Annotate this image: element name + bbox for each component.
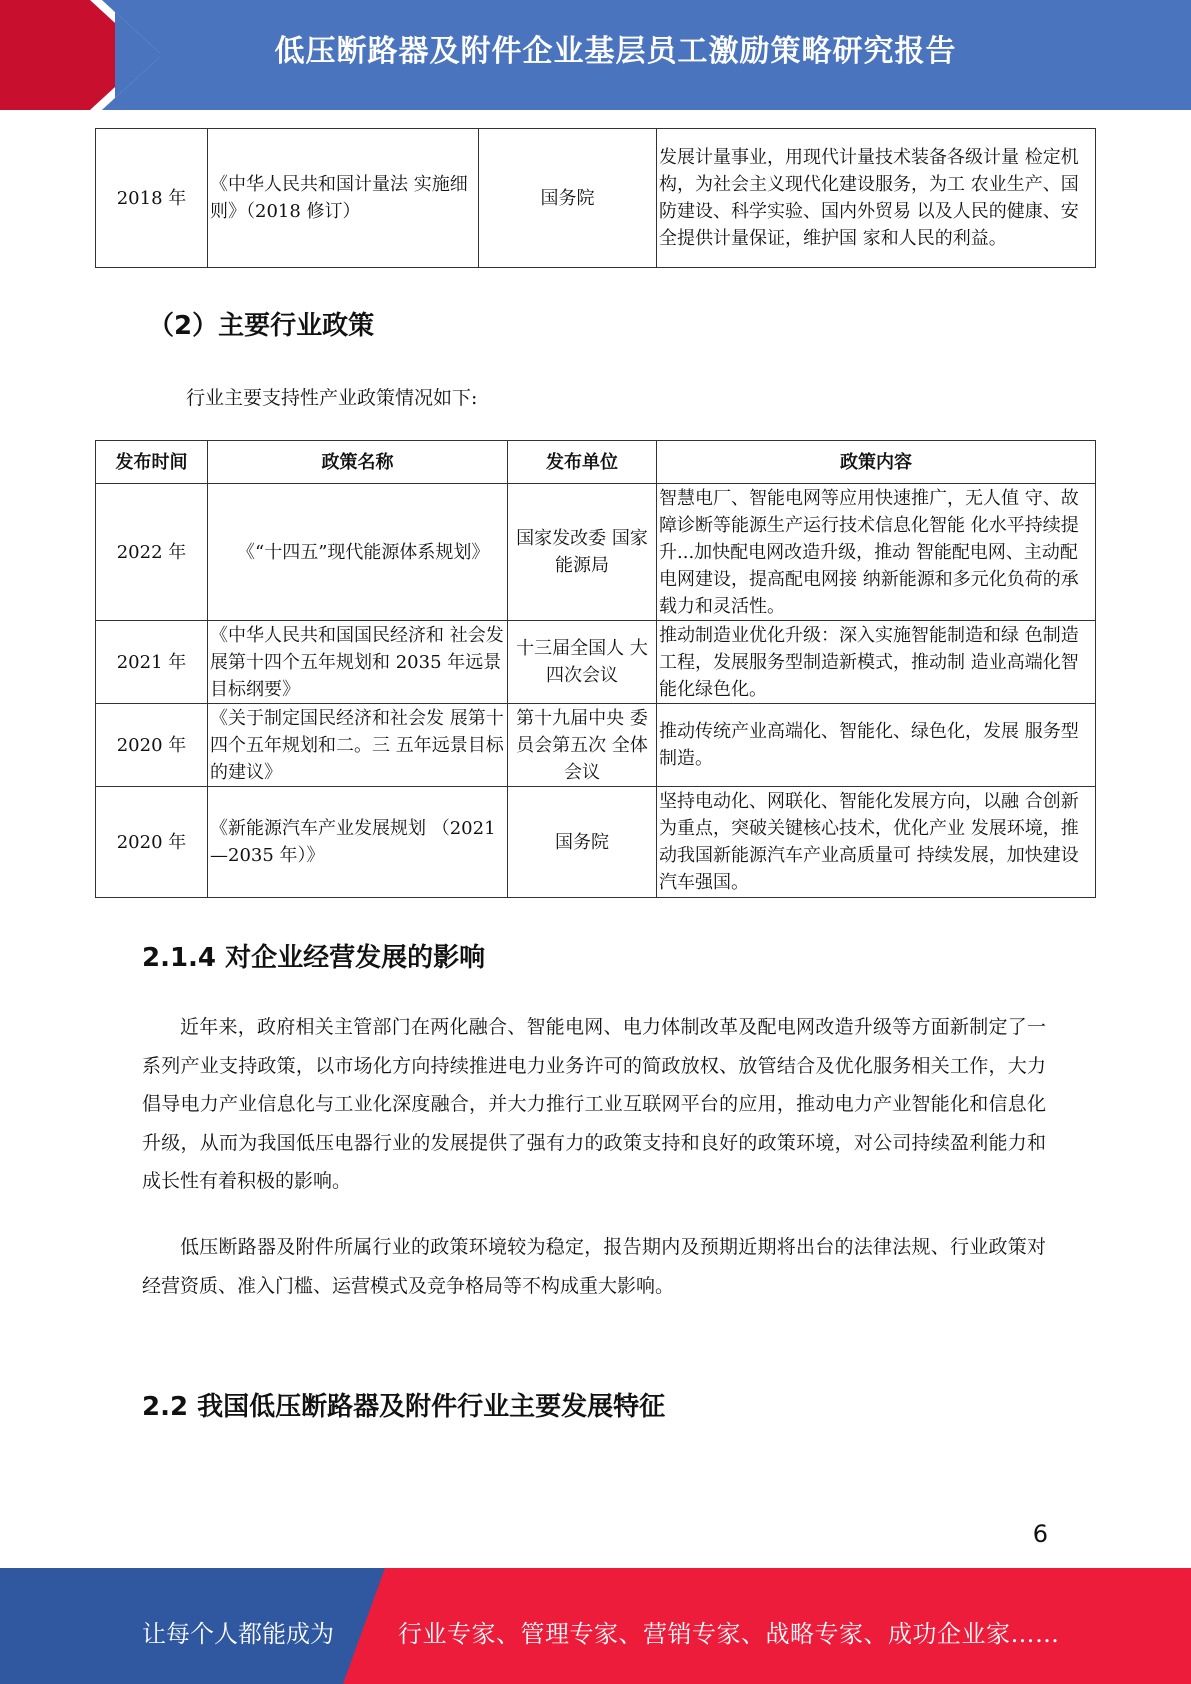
policy-name-cell: 《中华人民共和国国民经济和 社会发展第十四个五年规划和 2035 年远景目标纲要》 (208, 621, 508, 704)
issuer-cell: 十三届全国人 大四次会议 (508, 621, 657, 704)
column-header: 发布时间 (96, 441, 208, 484)
year-cell: 2020 年 (96, 787, 208, 898)
law-table (95, 128, 1096, 268)
table-row (96, 129, 1096, 268)
policy-table (95, 440, 1096, 898)
paragraph: 近年来，政府相关主管部门在两化融合、智能电网、电力体制改革及配电网改造升级等方面新制定了一系列产业支持政策，以市场化方向持续推进电力业务许可的简政放权、放管结合及优化服务相关工作，大力倡导电力产业信息化与工业化深度融合，并大力推行工业互联网平台的应用，推动电力产业智能化和信息化升级，从而为我国低压电器行业的发展提供了强有力的政策支持和良好的政策环境，对公司持续盈利能力和成长性有着积极的影响。 (142, 1016, 1046, 1192)
policy-name-cell: 《“十四五”现代能源体系规划》 (208, 484, 508, 621)
content-cell: 智慧电厂、智能电网等应用快速推广，无人值 守、故障诊断等能源生产运行技术信息化智能 化水平持续提升...加快配电网改造升级，推动 智能配电网、主动配电网建设，提高配电网接 纳新能源和多元化负荷的承载力和灵活性。 (657, 484, 1096, 621)
content-cell: 推动制造业优化升级：深入实施智能制造和绿 色制造工程，发展服务型制造新模式，推动制 造业高端化智能化绿色化。 (657, 621, 1096, 704)
table-row (96, 704, 1096, 787)
column-header: 政策名称 (208, 441, 508, 484)
footer-slogan-right: 行业专家、管理专家、营销专家、战略专家、成功企业家…… (398, 1620, 1060, 1648)
policy-name-cell: 《中华人民共和国计量法 实施细则》（2018 修订） (208, 129, 479, 268)
report-title: 低压断路器及附件企业基层员工激励策略研究报告 (274, 34, 957, 69)
issuer-cell: 第十九届中央 委员会第五次 全体会议 (508, 704, 657, 787)
issuer-cell: 国务院 (479, 129, 657, 268)
column-header: 政策内容 (657, 441, 1096, 484)
footer-slogan-left: 让每个人都能成为 (142, 1620, 334, 1648)
policy-name-cell: 《新能源汽车产业发展规划 （2021—2035 年）》 (208, 787, 508, 898)
page-number: 6 (1032, 1520, 1048, 1548)
issuer-cell: 国务院 (508, 787, 657, 898)
policy-name-cell: 《关于制定国民经济和社会发 展第十四个五年规划和二。三 五年远景目标的建议》 (208, 704, 508, 787)
section-heading-policy: （2）主要行业政策 (148, 311, 375, 341)
paragraph: 低压断路器及附件所属行业的政策环境较为稳定，报告期内及预期近期将出台的法律法规、行业政策对经营资质、准入门槛、运营模式及竞争格局等不构成重大影响。 (142, 1236, 1046, 1297)
page-footer (0, 1568, 1191, 1684)
issuer-cell: 国家发改委 国家能源局 (508, 484, 657, 621)
table-row (96, 621, 1096, 704)
table-row (96, 484, 1096, 621)
year-cell: 2022 年 (96, 484, 208, 621)
table-header-row (96, 441, 1096, 484)
content-cell: 坚持电动化、网联化、智能化发展方向，以融 合创新为重点，突破关键核心技术，优化产业 发展环境，推动我国新能源汽车产业高质量可 持续发展，加快建设汽车强国。 (657, 787, 1096, 898)
table-row (96, 787, 1096, 898)
year-cell: 2018 年 (96, 129, 208, 268)
year-cell: 2020 年 (96, 704, 208, 787)
content-cell: 发展计量事业，用现代计量技术装备各级计量 检定机构，为社会主义现代化建设服务，为工 农业生产、国防建设、科学实验、国内外贸易 以及人民的健康、安全提供计量保证，维护国 家和人民的利益。 (657, 129, 1096, 268)
page-header (0, 0, 1191, 110)
policy-intro-text: 行业主要支持性产业政策情况如下: (186, 387, 478, 409)
year-cell: 2021 年 (96, 621, 208, 704)
section-heading-2-2: 2.2 我国低压断路器及附件行业主要发展特征 (142, 1392, 666, 1422)
content-cell: 推动传统产业高端化、智能化、绿色化，发展 服务型制造。 (657, 704, 1096, 787)
section-heading-2-1-4: 2.1.4 对企业经营发展的影响 (142, 943, 486, 973)
column-header: 发布单位 (508, 441, 657, 484)
